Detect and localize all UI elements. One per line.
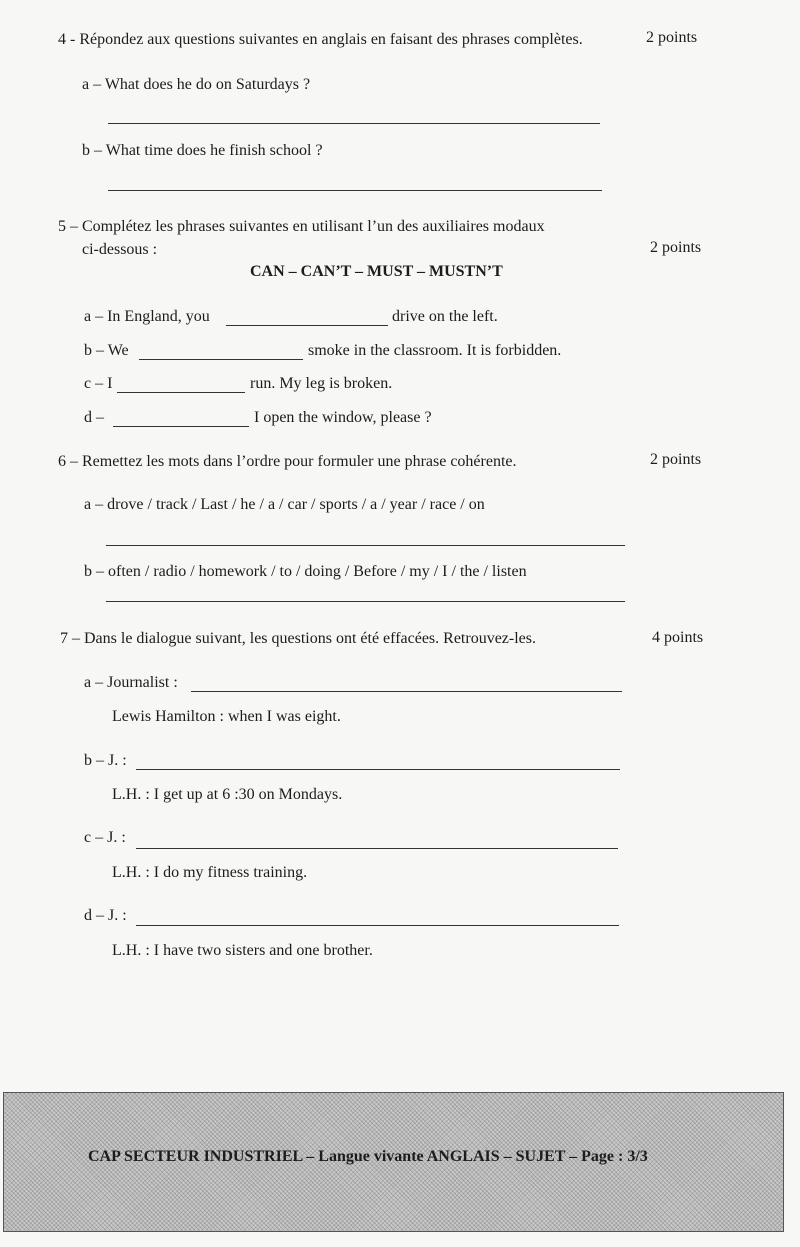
q7-title: 7 – Dans le dialogue suivant, les questions ont été effacées. Retrouvez-les. [60, 630, 537, 647]
q5-title-line2: ci-dessous : [82, 241, 158, 258]
q7-b-answer: L.H. : I get up at 6 :30 on Mondays. [112, 786, 343, 803]
q6-answer-line-b[interactable] [106, 601, 625, 602]
q5-modals-list: CAN – CAN’T – MUST – MUSTN’T [250, 263, 503, 280]
q5-blank-d[interactable] [113, 426, 249, 427]
q5-title-line1: 5 – Complétez les phrases suivantes en utilisant l’un des auxiliaires modaux [58, 218, 545, 235]
q5-d-pre: d – [84, 409, 104, 426]
q5-c-post: run. My leg is broken. [250, 375, 393, 392]
q7-a-answer: Lewis Hamilton : when I was eight. [112, 708, 341, 725]
q4-question-a: a – What does he do on Saturdays ? [82, 76, 311, 93]
q7-d-question-label: d – J. : [84, 907, 127, 924]
q4-answer-line-b[interactable] [108, 190, 602, 191]
q6-item-a: a – drove / track / Last / he / a / car / sports / a / year / race / on [84, 496, 485, 513]
q7-b-question-label: b – J. : [84, 752, 127, 769]
q5-d-post: I open the window, please ? [254, 409, 432, 426]
q6-item-b: b – often / radio / homework / to / doing / Before / my / I / the / listen [84, 563, 527, 580]
q7-a-question-label: a – Journalist : [84, 674, 178, 691]
q7-answer-line-b[interactable] [136, 769, 620, 770]
q7-answer-line-d[interactable] [136, 925, 619, 926]
q5-a-post: drive on the left. [392, 308, 498, 325]
q7-answer-line-a[interactable] [191, 691, 622, 692]
q4-points: 2 points [646, 29, 698, 46]
q7-answer-line-c[interactable] [136, 848, 618, 849]
q7-points: 4 points [652, 629, 704, 646]
q6-points: 2 points [650, 451, 702, 468]
q4-title: 4 - Répondez aux questions suivantes en anglais en faisant des phrases complètes. [58, 31, 583, 48]
q7-d-answer: L.H. : I have two sisters and one brother. [112, 942, 373, 959]
q7-c-question-label: c – J. : [84, 829, 126, 846]
q6-answer-line-a[interactable] [106, 545, 625, 546]
footer-text: CAP SECTEUR INDUSTRIEL – Langue vivante ANGLAIS – SUJET – Page : 3/3 [88, 1148, 648, 1165]
q4-question-b: b – What time does he finish school ? [82, 142, 323, 159]
q7-c-answer: L.H. : I do my fitness training. [112, 864, 308, 881]
q5-b-post: smoke in the classroom. It is forbidden. [308, 342, 562, 359]
q5-c-pre: c – I [84, 375, 113, 392]
q5-blank-a[interactable] [226, 325, 388, 326]
q5-a-pre: a – In England, you [84, 308, 210, 325]
q5-points: 2 points [650, 239, 702, 256]
q4-answer-line-a[interactable] [108, 123, 600, 124]
q5-blank-b[interactable] [139, 359, 303, 360]
q6-title: 6 – Remettez les mots dans l’ordre pour formuler une phrase cohérente. [58, 453, 517, 470]
q5-blank-c[interactable] [117, 392, 245, 393]
q5-b-pre: b – We [84, 342, 129, 359]
